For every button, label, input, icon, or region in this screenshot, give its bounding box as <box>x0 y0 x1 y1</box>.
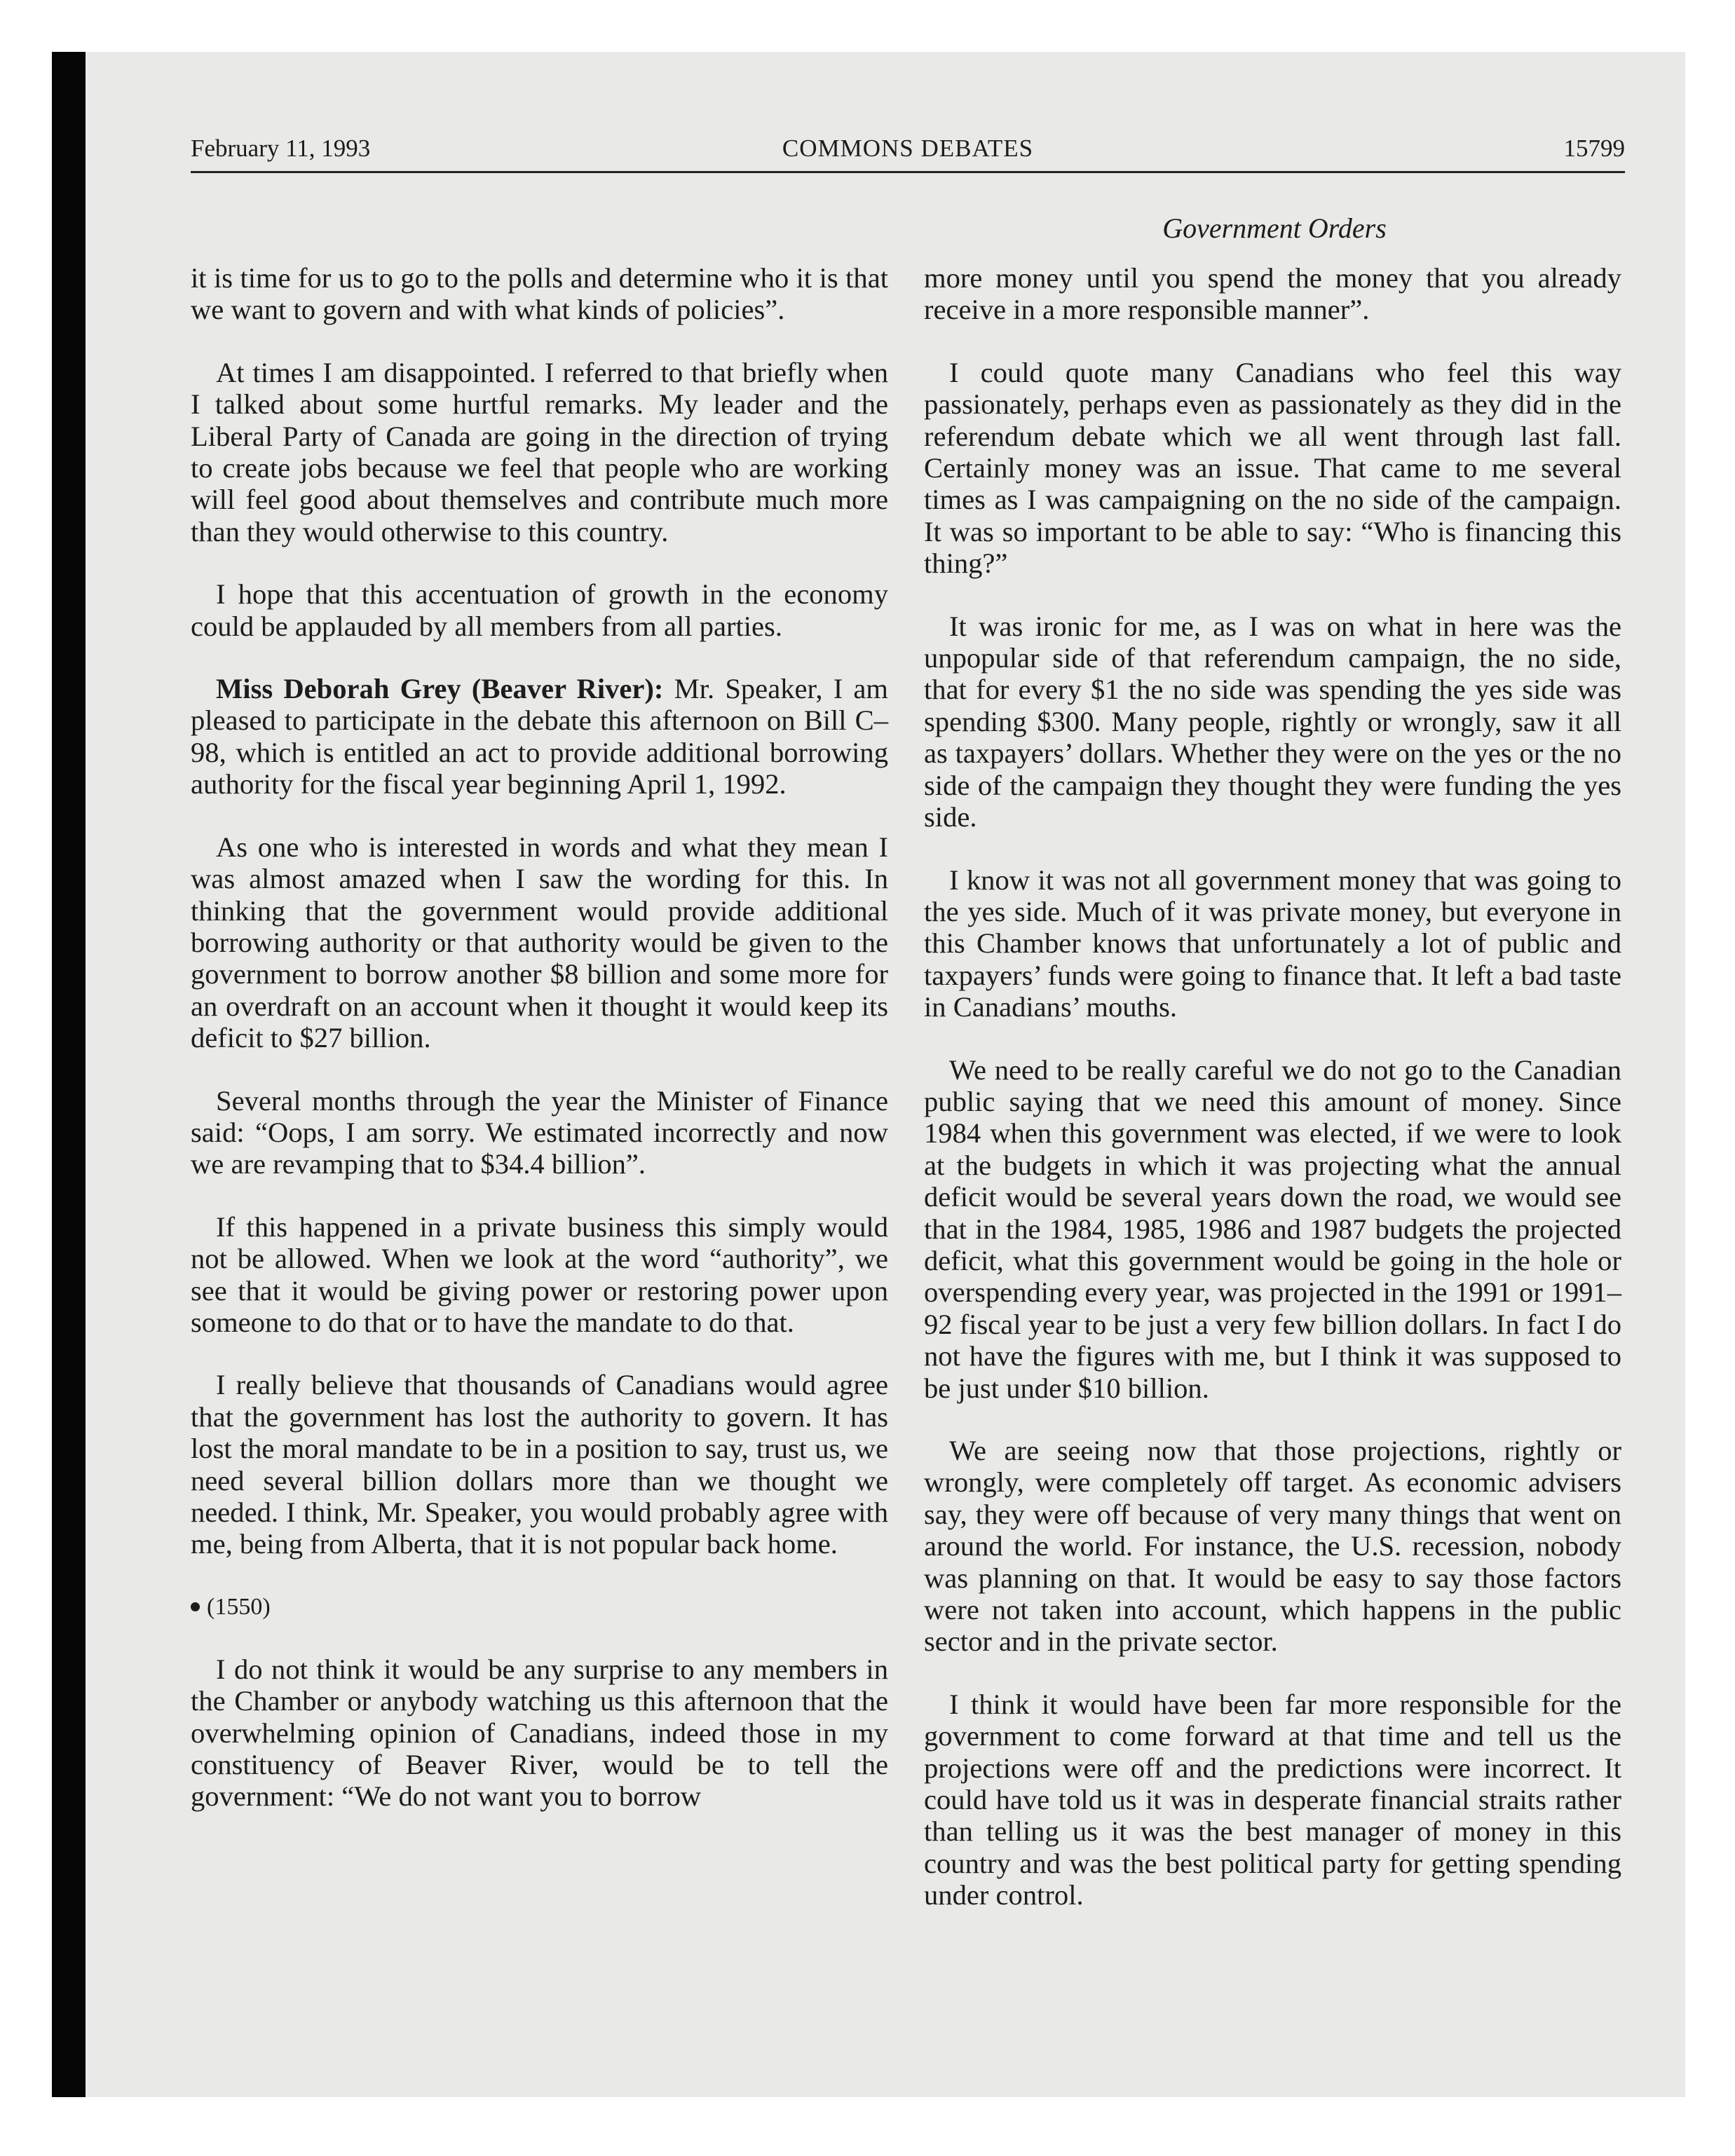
paragraph: I do not think it would be any surprise to any members in the Chamber or anybody watching us this afternoon that the overwhelming opinion of Canadians, indeed those in my constituency of Beaver River, would be to tell the government: “We do not want you to borrow <box>191 1653 888 1813</box>
paragraph-text: Mr. Speaker, I am pleased to participate in the debate this afternoon on Bill C–98, which is entitled an act to provide additional borrowing authority for the fiscal year beginning April 1, 1992. <box>191 673 888 800</box>
paragraph: it is time for us to go to the polls and determine who it is that we want to govern and with what kinds of policies”. <box>191 262 888 326</box>
header-publication: COMMONS DEBATES <box>782 135 1034 162</box>
paragraph: more money until you spend the money that you already receive in a more responsible manner”. <box>924 262 1621 326</box>
paragraph: I really believe that thousands of Canadians would agree that the government has lost the authority to govern. It has lost the moral mandate to be in a position to say, trust us, we need several billion dollars more than we thought we needed. I think, Mr. Speaker, you would probably agree with me, being from Alberta, that it is not popular back home. <box>191 1369 888 1560</box>
time-marker <box>191 1591 888 1623</box>
paragraph: At times I am disappointed. I referred to that briefly when I talked about some hurtful remarks. My leader and the Liberal Party of Canada are going in the direction of trying to create jobs because we feel that people who are working will feel good about themselves and contribute much more than they would otherwise to this country. <box>191 356 888 547</box>
header-rule <box>191 171 1625 173</box>
paragraph: Several months through the year the Minister of Finance said: “Oops, I am sorry. We estimated incorrectly and now we are revamping that to $34.4 billion”. <box>191 1084 888 1180</box>
paragraph: I know it was not all government money that was going to the yes side. Much of it was private money, but everyone in this Chamber knows that unfortunately a lot of public and taxpayers’ funds were going to finance that. It left a bad taste in Canadians’ mouths. <box>924 864 1621 1023</box>
speaker-paragraph <box>191 673 888 800</box>
paragraph: I hope that this accentuation of growth in the economy could be applauded by all members from all parties. <box>191 578 888 642</box>
paragraph: If this happened in a private business this simply would not be allowed. When we look at the word “authority”, we see that it would be giving power or restoring power upon someone to do that or to have the mandate to do that. <box>191 1210 888 1338</box>
paragraph: We need to be really careful we do not go to the Canadian public saying that we need this amount of money. Since 1984 when this government was elected, if we were to look at the budgets in which it was projecting what the annual deficit would be several years down the road, we would see that in the 1984, 1985, 1986 and 1987 budgets the projected deficit, what this government would be going in the hole or overspending every year, was projected in the 1991 or 1991–92 fiscal year to be just a very few billion dollars. In fact I do not have the figures with me, but I think it was supposed to be just under $10 billion. <box>924 1053 1621 1404</box>
header-page-number: 15799 <box>1563 135 1625 162</box>
scan-binding-edge <box>52 52 86 2097</box>
bullet-icon <box>191 1602 200 1611</box>
paragraph: We are seeing now that those projections, rightly or wrongly, were completely off target. As economic advisers say, they were off because of very many things that went on around the world. For instance, the U.S. recession, nobody was planning on that. It would be easy to say those factors were not taken into account, which happens in the public sector and in the private sector. <box>924 1435 1621 1658</box>
speaker-name: Miss Deborah Grey (Beaver River): <box>216 673 664 705</box>
header-date: February 11, 1993 <box>191 135 371 162</box>
paragraph: I think it would have been far more responsible for the government to come forward at that time and tell us the projections were off and the predictions were incorrect. It could have told us it was in desperate financial straits rather than telling us it was the best manager of money in this country and was the best political party for getting spending under control. <box>924 1688 1621 1911</box>
paragraph: It was ironic for me, as I was on what in here was the unpopular side of that referendum campaign, the no side, that for every $1 the no side was spending the yes side was spending $300. Many people, rightly or wrongly, saw it all as taxpayers’ dollars. Whether they were on the yes or the no side of the campaign they thought they were funding the yes side. <box>924 610 1621 833</box>
right-column <box>924 262 1621 1942</box>
left-column <box>191 262 888 1843</box>
page-header <box>191 130 1625 167</box>
paragraph: I could quote many Canadians who feel this way passionately, perhaps even as passionately as they did in the referendum debate which we all went through last fall. Certainly money was an issue. That came to me several times as I was campaigning on the no side of the campaign. It was so important to be able to say: “Who is financing this thing?” <box>924 356 1621 580</box>
time-marker-text: (1550) <box>207 1593 271 1620</box>
paragraph: As one who is interested in words and what they mean I was almost amazed when I saw the wording for this. In thinking that the government would provide additional borrowing authority or that authority would be given to the government to borrow another $8 billion and some more for an overdraft on an account when it thought it would keep its deficit to $27 billion. <box>191 831 888 1054</box>
section-title: Government Orders <box>1162 212 1387 244</box>
